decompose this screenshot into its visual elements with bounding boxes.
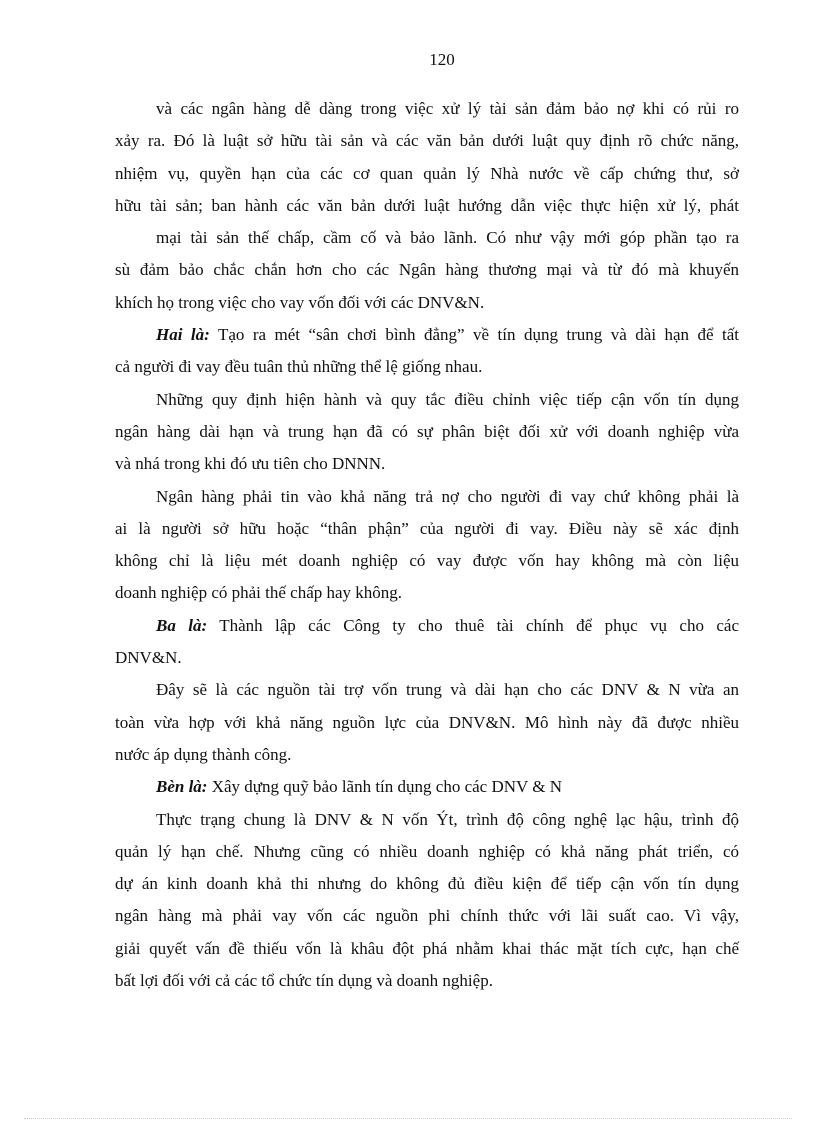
text-line: xảy ra. Đó là luật sở hữu tài sản và các văn bản dưới luật quy định rõ chức năng, (115, 131, 739, 151)
paragraph-legal-framework (115, 93, 739, 319)
paragraph-bon-la (115, 771, 739, 803)
text-line: Những quy định hiện hành và quy tắc điều chỉnh việc tiếp cận vốn tín dụng (156, 389, 739, 409)
text-line: toàn vừa hợp với khả năng nguồn lực của DNV&N. Mô hình này đã được nhiều (115, 712, 739, 732)
text-line: nước áp dụng thành công. (115, 744, 292, 764)
text-line: ngân hàng mà phải vay vốn các nguồn phi chính thức với lãi suất cao. Vì vậy, (115, 906, 739, 926)
paragraph-ba-la (115, 610, 739, 675)
hai-la-text: Tạo ra mét “sân chơi bình đẳng” về tín dụng trung và dài hạn để tất (209, 325, 739, 345)
paragraph-leasing-sources (115, 674, 739, 771)
text-line: ai là người sở hữu hoặc “thân phận” của người đi vay. Điều này sẽ xác định (115, 518, 739, 538)
text-line (115, 610, 739, 642)
paragraph-hai-la (115, 319, 739, 384)
page-number: 120 (429, 50, 455, 69)
text-line (115, 319, 739, 351)
text-line: Ngân hàng phải tin vào khả năng trả nợ cho người đi vay chứ không phải là (156, 486, 739, 506)
text-line: cả người đi vay đều tuân thủ những thể lệ giống nhau. (115, 357, 483, 377)
text-line: nhiệm vụ, quyền hạn của các cơ quan quản lý Nhà nước về cấp chứng thư, sở (115, 163, 739, 183)
text-line: DNV&N. (115, 648, 182, 668)
text-line: và nhá trong khi đó ưu tiên cho DNNN. (115, 454, 386, 474)
text-line: khích họ trong việc cho vay vốn đối với các DNV&N. (115, 292, 485, 312)
heading-hai-la: Hai là: (156, 325, 210, 345)
heading-ba-la: Ba là: (156, 615, 208, 635)
text-line: không chỉ là liệu mét doanh nghiệp có vay được vốn hay không mà còn liệu (115, 551, 739, 571)
text-line: Đây sẽ là các nguồn tài trợ vốn trung và dài hạn cho các DNV & N vừa an (156, 680, 739, 700)
text-line: giải quyết vấn đề thiếu vốn là khâu đột phá nhằm khai thác mặt tích cực, hạn chế (115, 938, 739, 958)
paragraph-bank-trust (115, 481, 739, 610)
text-line: ngân hàng dài hạn và trung hạn đã có sự phân biệt đối xử với doanh nghiệp vừa (115, 421, 739, 441)
text-line: và các ngân hàng dễ dàng trong việc xử lý tài sản đảm bảo nợ khi có rủi ro (156, 99, 739, 118)
text-line: quản lý hạn chế. Nhưng cũng có nhiều doanh nghiệp có khả năng phát triển, có (115, 841, 739, 861)
text-line (115, 771, 739, 803)
bon-la-text: Xây dựng quỹ bảo lãnh tín dụng cho các DNV & N (207, 777, 562, 797)
bottom-dotted-rule (24, 1118, 792, 1119)
paragraph-current-situation (115, 804, 739, 998)
text-line: hữu tài sản; ban hành các văn bản dưới luật hướng dẫn việc thực hiện xử lý, phát (115, 195, 739, 215)
text-line: doanh nghiệp có phải thế chấp hay không. (115, 583, 403, 603)
paragraph-current-regulations (115, 384, 739, 481)
heading-bon-la: Bèn là: (156, 777, 208, 797)
text-line: dự án kinh doanh khả thi nhưng do không đủ điều kiện để tiếp cận vốn tín dụng (115, 874, 739, 894)
text-line: mại tài sản thế chấp, cầm cố và bảo lãnh. Có như vậy mới góp phần tạo ra (156, 228, 739, 248)
text-line: bất lợi đối với cả các tổ chức tín dụng và doanh nghiệp. (115, 971, 493, 991)
text-line: Thực trạng chung là DNV & N vốn Ýt, trình độ công nghệ lạc hậu, trình độ (156, 809, 739, 829)
text-line: sù đảm bảo chắc chắn hơn cho các Ngân hàng thương mại và từ đó mà khuyến (115, 260, 739, 280)
document-body (115, 93, 739, 997)
ba-la-text: Thành lập các Công ty cho thuê tài chính để phục vụ cho các (207, 615, 740, 635)
